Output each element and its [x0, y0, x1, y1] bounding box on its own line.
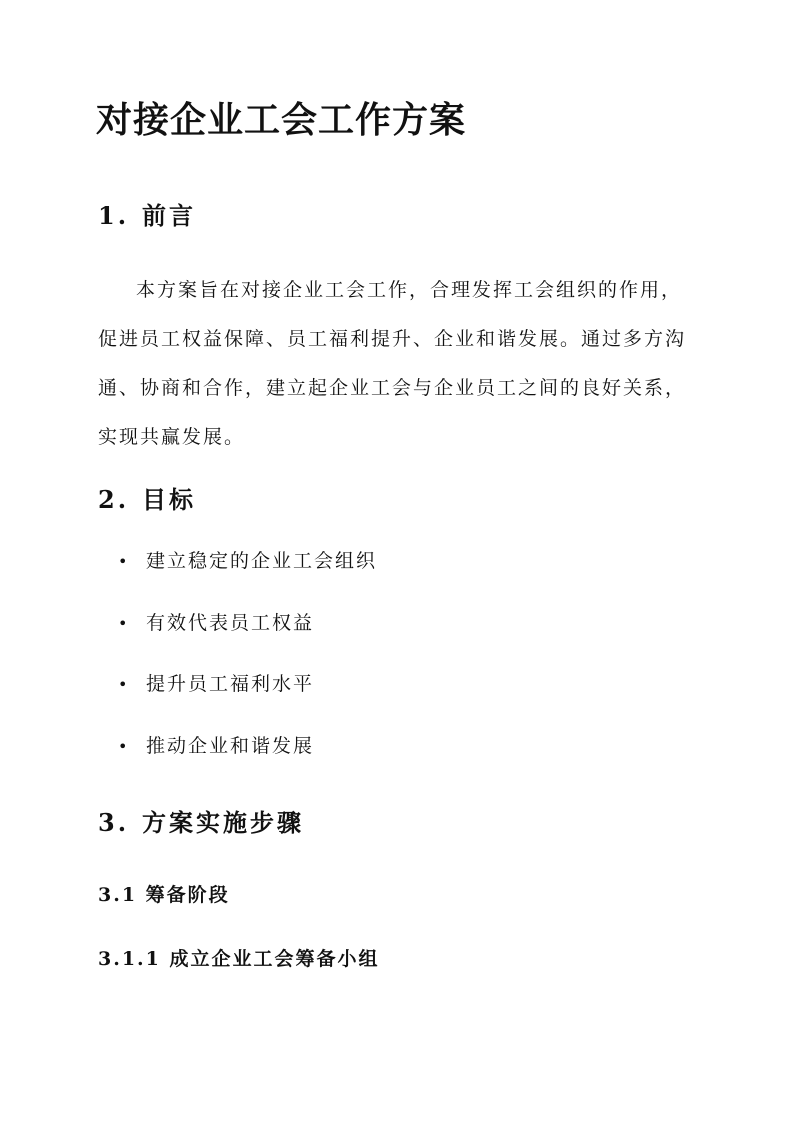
preface-paragraph: 本方案旨在对接企业工会工作，合理发挥工会组织的作用，促进员工权益保障、员工福利提升、企业和谐发展。通过多方沟通、协商和合作，建立起企业工会与企业员工之间的良好关系，实现共赢发展。	[98, 279, 687, 448]
bullet-icon: •	[118, 736, 130, 756]
document-title: 对接企业工会工作方案	[96, 99, 467, 141]
subsection-heading: 3.1 筹备阶段	[98, 884, 230, 906]
list-item-text: 建立稳定的企业工会组织	[146, 550, 378, 572]
subsubsection-heading: 3.1.1 成立企业工会筹备小组	[98, 948, 380, 970]
section-number: 3.	[98, 808, 130, 837]
list-item-text: 提升员工福利水平	[146, 673, 315, 695]
goals-list	[118, 546, 377, 792]
bullet-icon: •	[118, 552, 130, 571]
list-item	[118, 669, 377, 731]
section-title: 前言	[142, 201, 196, 230]
bullet-icon: •	[118, 613, 130, 633]
section-title: 方案实施步骤	[142, 808, 304, 837]
section-heading-goals	[98, 480, 196, 515]
list-item	[118, 731, 377, 793]
section-heading-implementation	[98, 803, 304, 838]
list-item	[118, 608, 377, 670]
bullet-icon: •	[118, 675, 130, 694]
list-item	[118, 546, 377, 608]
section-title: 目标	[142, 485, 196, 514]
list-item-text: 推动企业和谐发展	[146, 734, 315, 757]
list-item-text: 有效代表员工权益	[146, 611, 315, 634]
section-number: 2.	[98, 485, 130, 514]
section-heading-preface	[98, 196, 196, 231]
section-number: 1.	[98, 201, 130, 230]
